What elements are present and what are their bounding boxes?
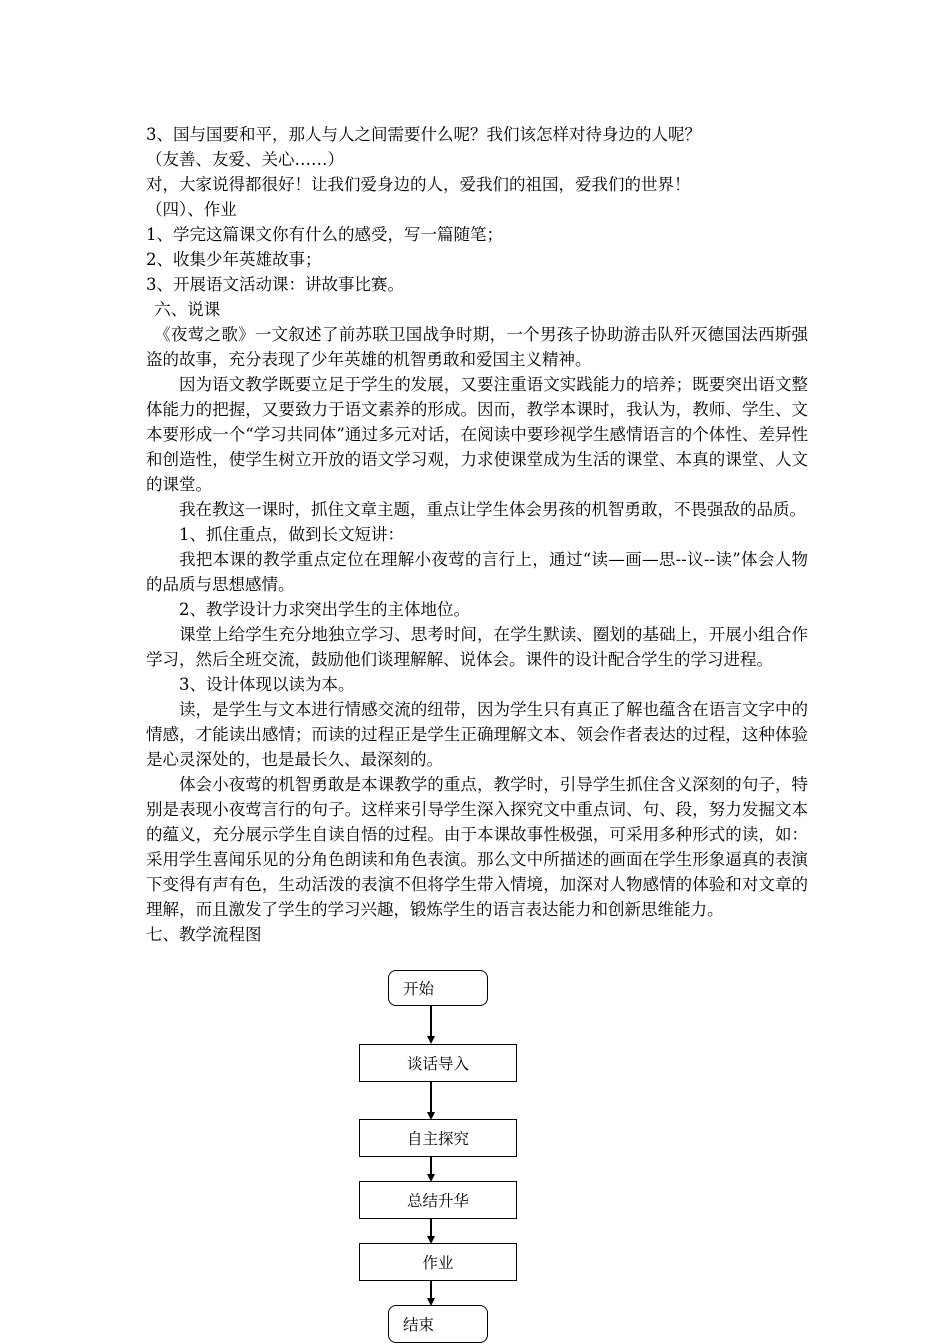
point-2-heading: 2、教学设计力求突出学生的主体地位。 [179, 600, 470, 619]
paragraph-question-3: 3、国与国要和平，那人与人之间需要什么呢？我们该怎样对待身边的人呢？ [146, 125, 701, 144]
paragraph-answer-list: （友善、友爱、关心……） [146, 150, 344, 169]
paragraph-lesson-focus: 我在教这一课时，抓住文章主题，重点让学生体会男孩的机智勇敢，不畏强敌的品质。 [179, 500, 806, 519]
point-2-body: 课堂上给学生充分地独立学习、思考时间，在学生默读、圈划的基础上，开展小组合作学习，然后全班交流，鼓励他们谈理解解、说体会。课件的设计配合学生的学习进程。 [146, 625, 808, 669]
document-body [146, 122, 808, 947]
flowchart-step-homework: 作业 [359, 1243, 517, 1281]
homework-item-1: 1、学完这篇课文你有什么的感受，写一篇随笔； [146, 225, 503, 244]
point-1-heading: 1、抓住重点，做到长文短讲： [179, 525, 404, 544]
flowchart-arrow-1 [430, 1006, 432, 1036]
point-3-heading: 3、设计体现以读为本。 [179, 675, 355, 694]
flowchart-start-box: 开始 [388, 970, 488, 1006]
flowchart-arrow-4 [430, 1219, 432, 1236]
flowchart-step-explore: 自主探究 [359, 1119, 517, 1157]
section-flowchart-heading: 七、教学流程图 [146, 925, 262, 944]
flowchart-step-intro: 谈话导入 [359, 1044, 517, 1082]
flowchart-arrow-3 [430, 1157, 432, 1174]
point-1-body: 我把本课的教学重点定位在理解小夜莺的言行上，通过“读—画—思--议--读”体会人物的品质与思想感情。 [146, 550, 808, 594]
flowchart-step-summarize: 总结升华 [359, 1181, 517, 1219]
paragraph-teaching-philosophy: 因为语文教学既要立足于学生的发展，又要注重语文实践能力的培养；既要突出语文整体能力的把握，又要致力于语文素养的形成。因而，教学本课时，我认为，教师、学生、文本要形成一个“学习共同体”通过多元对话，在阅读中要珍视学生感情语言的个体性、差异性和创造性，使学生树立开放的语文学习观，力求使课堂成为生活的课堂、本真的课堂、人文的课堂。 [146, 375, 808, 494]
homework-item-3: 3、开展语文活动课：讲故事比赛。 [146, 275, 404, 294]
section-homework-heading: （四）、作业 [146, 200, 237, 219]
section-lecture-heading: 六、说课 [154, 300, 221, 319]
homework-item-2: 2、收集少年英雄故事； [146, 250, 322, 269]
point-3-body: 读，是学生与文本进行情感交流的纽带，因为学生只有真正了解也蕴含在语言文字中的情感，才能读出感情；而读的过程正是学生正确理解文本、领会作者表达的过程，这种体验是心灵深处的，也是最长久、最深刻的。 [146, 700, 808, 769]
paragraph-summary: 对，大家说得都很好！让我们爱身边的人，爱我们的祖国，爱我们的世界！ [146, 175, 691, 194]
flowchart-end-box: 结束 [388, 1305, 488, 1343]
flowchart-arrow-5 [430, 1281, 432, 1298]
flowchart-arrowhead-1 [427, 1036, 435, 1044]
flowchart-arrow-2 [430, 1082, 432, 1112]
paragraph-story-summary: 《夜莺之歌》一文叙述了前苏联卫国战争时期，一个男孩子协助游击队歼灭德国法西斯强盗的故事，充分表现了少年英雄的机智勇敢和爱国主义精神。 [146, 325, 808, 369]
paragraph-key-method: 体会小夜莺的机智勇敢是本课教学的重点，教学时，引导学生抓住含义深刻的句子，特别是表现小夜莺言行的句子。这样来引导学生深入探究文中重点词、句、段，努力发掘文本的蕴义，充分展示学生自读自悟的过程。由于本课故事性极强，可采用多种形式的读，如：采用学生喜闻乐见的分角色朗读和角色表演。那么文中所描述的画面在学生形象逼真的表演下变得有声有色，生动活泼的表演不但将学生带入情境，加深对人物感情的体验和对文章的理解，而且激发了学生的学习兴趣，锻炼学生的语言表达能力和创新思维能力。 [146, 775, 808, 919]
